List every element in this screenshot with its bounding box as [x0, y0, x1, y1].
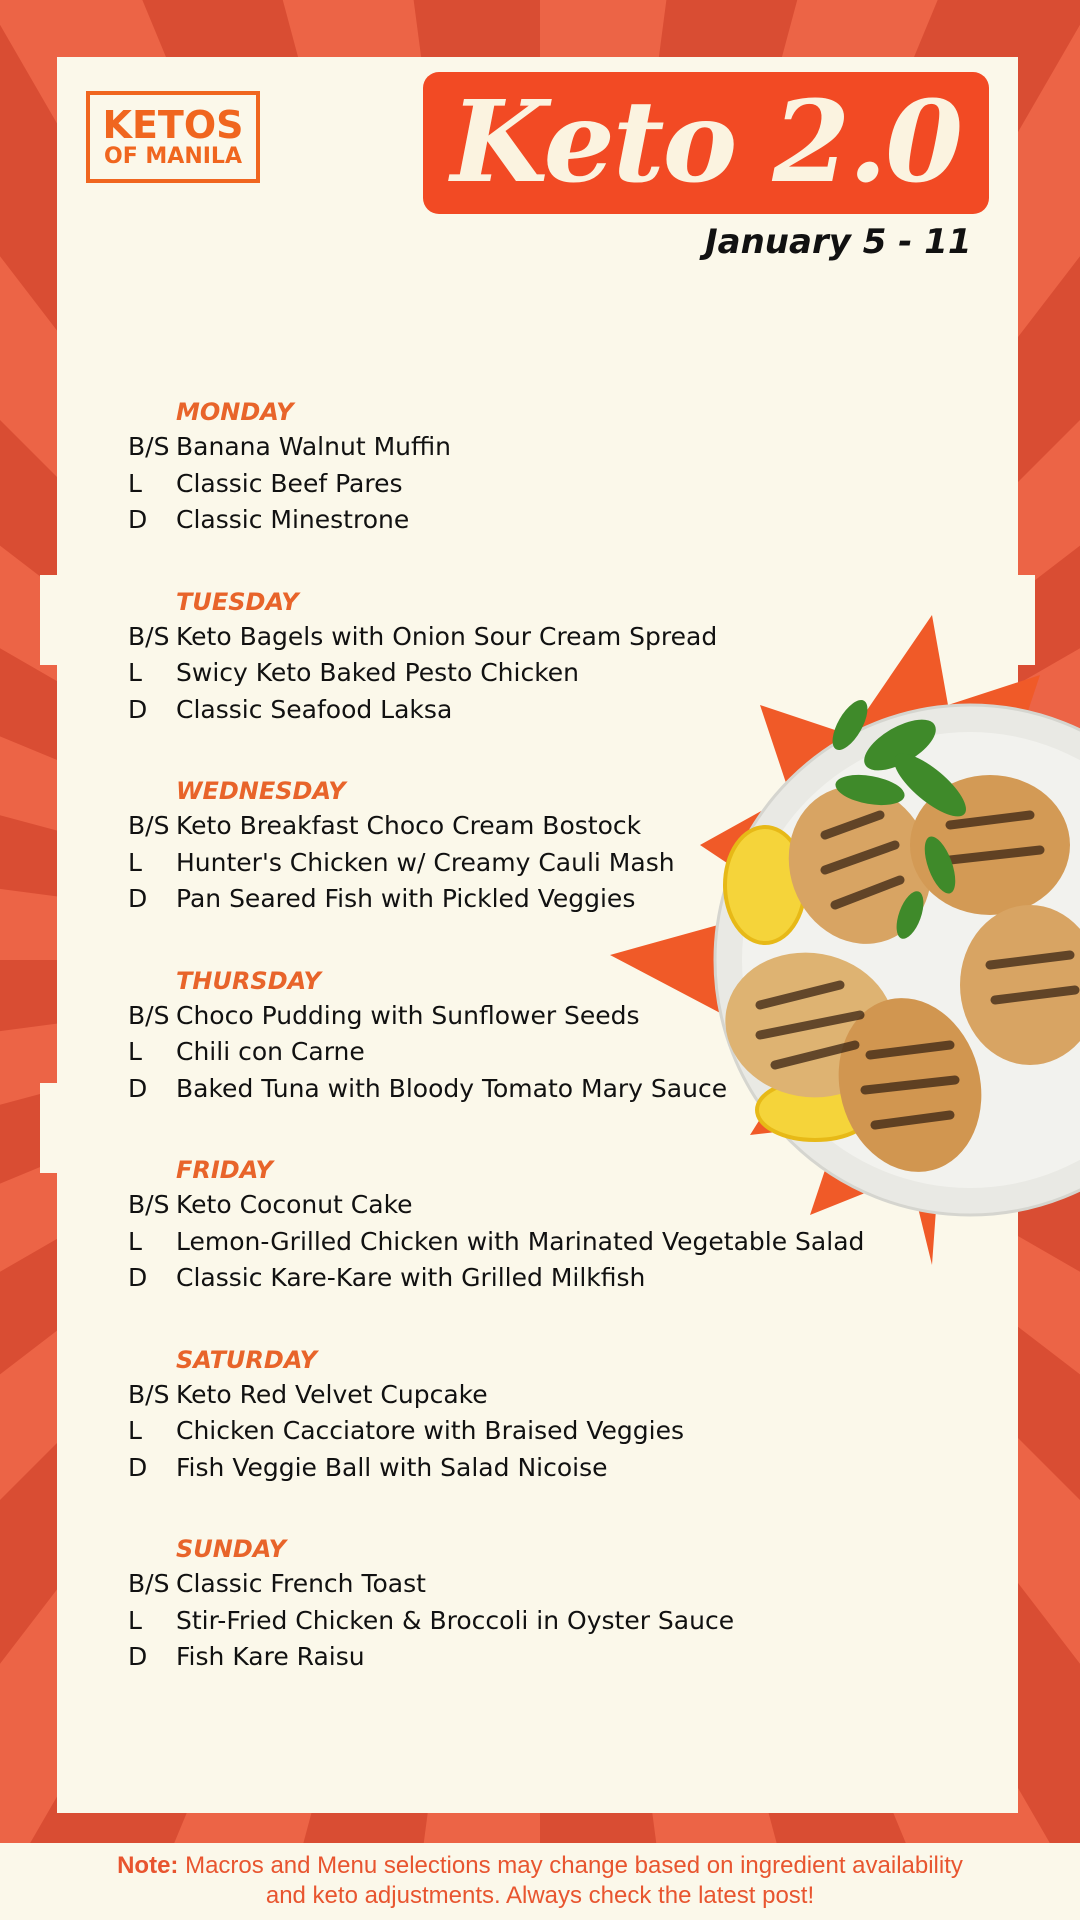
- meal-dish: Choco Pudding with Sunflower Seeds: [176, 1000, 640, 1030]
- meal-code: B/S: [128, 1379, 170, 1409]
- meal-code: D: [128, 1073, 148, 1103]
- meal-dish: Fish Kare Raisu: [176, 1642, 365, 1671]
- note-label: Note:: [117, 1852, 179, 1879]
- meal-code: B/S: [128, 621, 170, 651]
- meal-row: [128, 1260, 848, 1297]
- day-heading: SUNDAY: [176, 1535, 286, 1563]
- meal-code: D: [128, 884, 148, 913]
- meal-row: [128, 502, 848, 539]
- meal-row: [128, 1603, 848, 1640]
- meal-code: B/S: [128, 811, 170, 840]
- meal-code: L: [128, 1037, 142, 1066]
- day-section-monday: [128, 395, 848, 539]
- meal-code: B/S: [128, 1000, 170, 1030]
- note-line2: and keto adjustments. Always check the latest post!: [265, 1882, 815, 1909]
- ketos-of-manila-logo: [86, 91, 260, 183]
- meal-code: D: [128, 694, 148, 724]
- meal-code: L: [128, 1605, 142, 1635]
- meal-row: [128, 1377, 848, 1414]
- meal-dish: Banana Walnut Muffin: [176, 432, 451, 461]
- meal-dish: Classic Minestrone: [176, 505, 410, 534]
- day-heading: MONDAY: [176, 398, 294, 426]
- title-banner: [423, 72, 989, 214]
- meal-row: [128, 1413, 848, 1450]
- meal-dish: Keto Breakfast Choco Cream Bostock: [176, 811, 642, 840]
- meal-row: [128, 429, 848, 466]
- day-heading: THURSDAY: [176, 966, 321, 995]
- meal-code: D: [128, 1452, 148, 1482]
- meal-dish: Classic Beef Pares: [176, 468, 403, 498]
- meal-dish: Stir-Fried Chicken & Broccoli in Oyster Sauce: [176, 1605, 735, 1635]
- meal-dish: Classic French Toast: [176, 1569, 426, 1598]
- meal-code: L: [128, 1226, 142, 1256]
- meal-dish: Chili con Carne: [176, 1037, 365, 1066]
- meal-dish: Baked Tuna with Bloody Tomato Mary Sauce: [176, 1073, 728, 1103]
- meal-dish: Classic Seafood Laksa: [176, 694, 453, 724]
- day-heading: WEDNESDAY: [176, 777, 346, 805]
- meal-row: [128, 1639, 848, 1676]
- meal-code: D: [128, 1263, 148, 1292]
- meal-code: L: [128, 1416, 142, 1445]
- footer-note: [0, 1843, 1080, 1920]
- meal-dish: Fish Veggie Ball with Salad Nicoise: [176, 1452, 608, 1482]
- meal-code: L: [128, 658, 142, 687]
- meal-dish: Keto Bagels with Onion Sour Cream Spread: [176, 621, 718, 651]
- meal-dish: Hunter's Chicken w/ Creamy Cauli Mash: [176, 847, 675, 877]
- meal-dish: Lemon-Grilled Chicken with Marinated Vegetable Salad: [176, 1226, 865, 1256]
- logo-line1: KETOS: [102, 103, 244, 147]
- meal-dish: Keto Coconut Cake: [176, 1190, 413, 1219]
- day-heading: SATURDAY: [176, 1345, 318, 1374]
- meal-code: L: [128, 468, 142, 498]
- meal-code: L: [128, 847, 142, 877]
- meal-dish: Keto Red Velvet Cupcake: [176, 1379, 488, 1409]
- page-title: Keto 2.0: [450, 77, 962, 208]
- note-line1: Macros and Menu selections may change based on ingredient availability: [185, 1852, 963, 1879]
- meal-dish: Pan Seared Fish with Pickled Veggies: [176, 884, 636, 913]
- date-range: January 5 - 11: [705, 222, 972, 262]
- day-section-sunday: [128, 1532, 848, 1676]
- day-heading: FRIDAY: [176, 1156, 273, 1184]
- logo-line2: OF MANILA: [104, 144, 242, 169]
- grilled-chicken-plate-image: [610, 615, 1080, 1265]
- meal-code: D: [128, 505, 148, 534]
- day-section-saturday: [128, 1343, 848, 1487]
- meal-row: [128, 466, 848, 503]
- meal-code: B/S: [128, 1190, 170, 1219]
- meal-code: D: [128, 1642, 148, 1671]
- day-heading: TUESDAY: [176, 587, 299, 616]
- meal-dish: Chicken Cacciatore with Braised Veggies: [176, 1416, 684, 1445]
- meal-row: [128, 1450, 848, 1487]
- meal-row: [128, 1566, 848, 1603]
- meal-dish: Swicy Keto Baked Pesto Chicken: [176, 658, 580, 687]
- meal-code: B/S: [128, 432, 170, 461]
- meal-code: B/S: [128, 1569, 170, 1598]
- meal-dish: Classic Kare-Kare with Grilled Milkfish: [176, 1263, 646, 1292]
